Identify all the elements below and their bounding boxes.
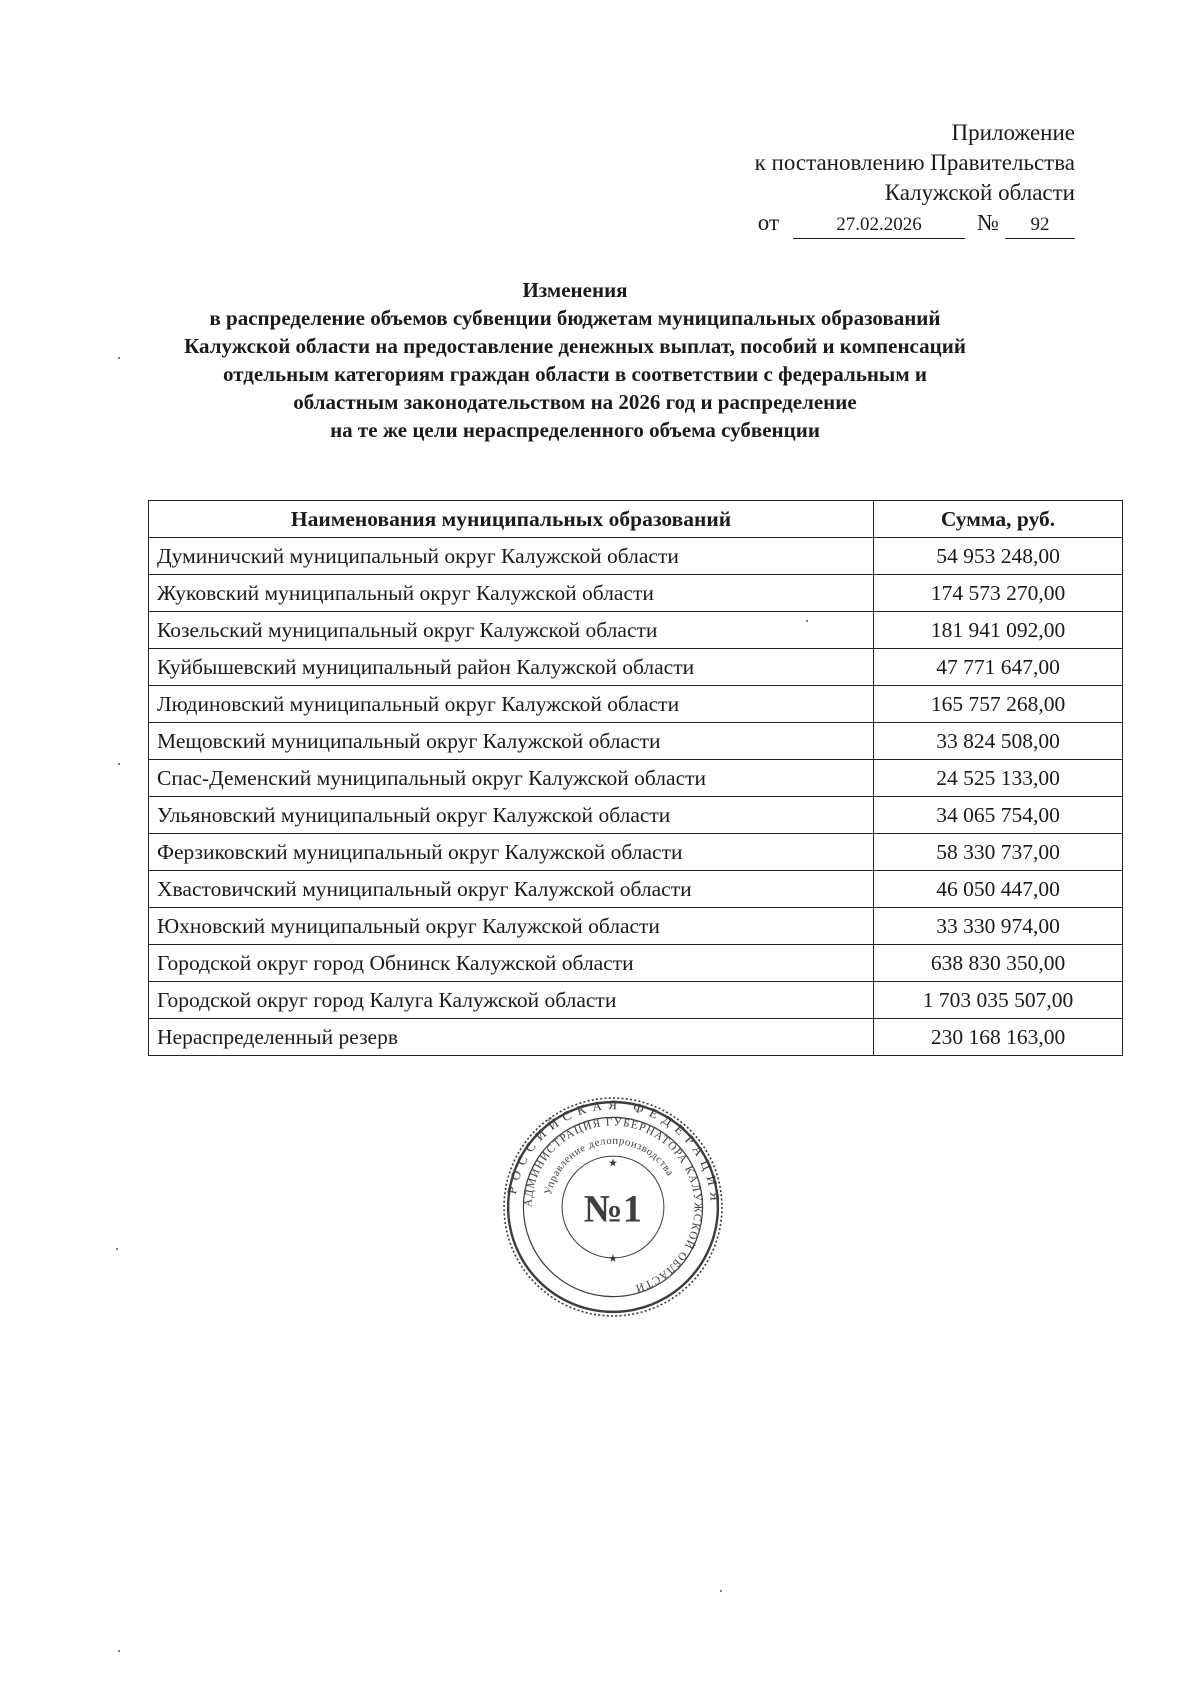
amount-cell: 230 168 163,00 [874,1019,1123,1056]
municipality-name: Людиновский муниципальный округ Калужской области [149,686,874,723]
scan-speck [116,1248,118,1250]
table-row [149,908,1123,945]
appendix-block [755,118,1075,239]
table-row [149,649,1123,686]
amount-cell: 638 830 350,00 [874,945,1123,982]
amount-cell: 165 757 268,00 [874,686,1123,723]
stamp-middle-text: АДМИНИСТРАЦИЯ ГУБЕРНАТОРА КАЛУЖСКОЙ ОБЛАСТИ [522,1116,704,1295]
municipality-name: Мещовский муниципальный округ Калужской области [149,723,874,760]
table-row [149,575,1123,612]
amount-cell: 174 573 270,00 [874,575,1123,612]
amount-cell: 58 330 737,00 [874,834,1123,871]
municipality-name: Козельский муниципальный округ Калужской области [149,612,874,649]
appendix-resolution: к постановлению Правительства [754,150,1075,175]
subvention-table [148,500,1123,1056]
amount-cell: 54 953 248,00 [874,538,1123,575]
municipality-name: Городской округ город Обнинск Калужской области [149,945,874,982]
heading-line: в распределение объемов субвенции бюджетам муниципальных образований [209,306,941,330]
heading-line: областным законодательством на 2026 год и распределение [293,390,857,414]
column-header-name: Наименования муниципальных образований [149,501,874,538]
municipality-name: Думиничский муниципальный округ Калужской области [149,538,874,575]
scan-speck [118,1650,120,1652]
document-date: 27.02.2026 [793,212,965,239]
municipality-name: Ульяновский муниципальный округ Калужской области [149,797,874,834]
amount-cell: 47 771 647,00 [874,649,1123,686]
table-row [149,760,1123,797]
number-prefix: № [977,210,999,235]
amount-cell: 33 824 508,00 [874,723,1123,760]
table-row [149,982,1123,1019]
table-row [149,686,1123,723]
appendix-region: Калужской области [884,180,1075,205]
amount-cell: 24 525 133,00 [874,760,1123,797]
heading-line: отдельным категориям граждан области в соответствии с федеральным и [223,362,927,386]
table-row [149,538,1123,575]
table-row [149,1019,1123,1056]
date-prefix: от [757,210,780,235]
municipality-name: Жуковский муниципальный округ Калужской области [149,575,874,612]
table-row [149,871,1123,908]
appendix-date-line [755,208,1075,239]
table-row [149,797,1123,834]
appendix-title: Приложение [951,120,1075,145]
municipality-name: Городской округ город Калуга Калужской области [149,982,874,1019]
amount-cell: 46 050 447,00 [874,871,1123,908]
stamp-inner-text: Управление делопроизводства [542,1134,677,1196]
municipality-name: Куйбышевский муниципальный район Калужской области [149,649,874,686]
heading-title: Изменения [522,278,628,302]
amount-cell: 33 330 974,00 [874,908,1123,945]
document-heading [120,276,1030,444]
municipality-name: Хвастовичский муниципальный округ Калужской области [149,871,874,908]
stamp-star-bottom: ★ [607,1252,619,1265]
municipality-name: Нераспределенный резерв [149,1019,874,1056]
amount-cell: 181 941 092,00 [874,612,1123,649]
stamp-outer-text: РОССИЙСКАЯ ФЕДЕРАЦИЯ [504,1097,723,1208]
municipality-name: Юхновский муниципальный округ Калужской области [149,908,874,945]
table-row [149,723,1123,760]
scan-speck [118,357,120,359]
heading-line: Калужской области на предоставление денежных выплат, пособий и компенсаций [184,334,966,358]
stamp-center-number: №1 [583,1188,643,1231]
table-row [149,945,1123,982]
table-header-row [149,501,1123,538]
column-header-amount: Сумма, руб. [874,501,1123,538]
table-row [149,834,1123,871]
stamp-star-top: ★ [607,1157,619,1170]
municipality-name: Ферзиковский муниципальный округ Калужской области [149,834,874,871]
document-number: 92 [1005,212,1075,239]
amount-cell: 1 703 035 507,00 [874,982,1123,1019]
scan-speck [806,620,808,622]
table-row [149,612,1123,649]
municipality-name: Спас-Деменский муниципальный округ Калужской области [149,760,874,797]
amount-cell: 34 065 754,00 [874,797,1123,834]
heading-line: на те же цели нераспределенного объема субвенции [330,418,820,442]
scan-speck [118,763,120,765]
official-stamp [501,1095,725,1319]
scan-speck [720,1590,722,1592]
